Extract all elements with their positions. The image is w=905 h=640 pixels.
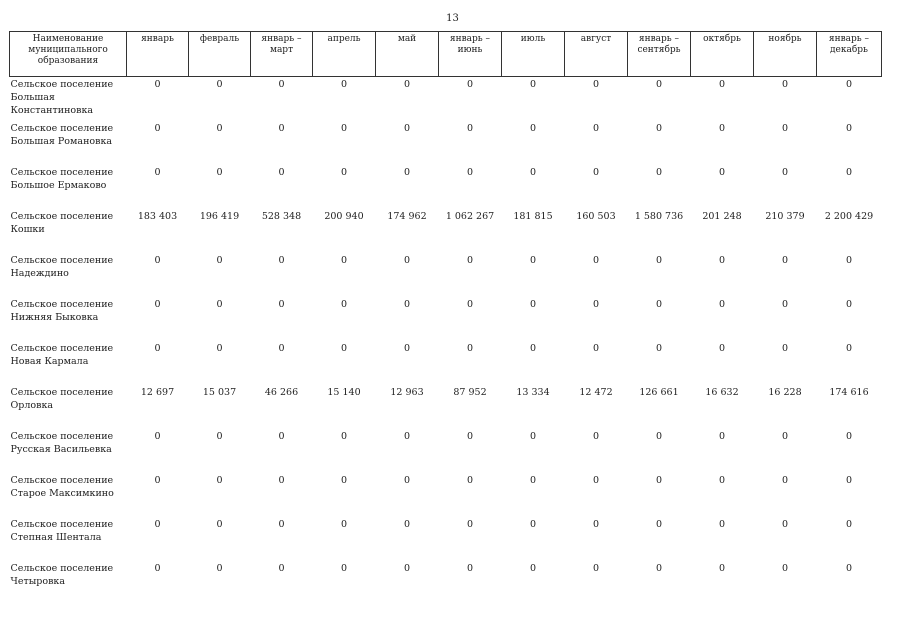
table-cell-value: 0 (216, 123, 223, 134)
row-municipality-name: Сельское поселение Степная Шентала (10, 519, 114, 543)
table-cell-value: 0 (781, 255, 789, 266)
table-cell-value: 0 (781, 475, 789, 486)
table-cell-value: 0 (845, 475, 853, 486)
table-cell-value: 0 (655, 343, 663, 354)
header-month: ноябрь (754, 32, 817, 77)
table-cell-value: 0 (592, 123, 600, 134)
revenue-table (9, 31, 882, 606)
table-cell-value: 0 (466, 519, 474, 530)
table-cell-value: 0 (529, 519, 537, 530)
table-cell-value: 0 (216, 519, 223, 530)
table-cell-value: 0 (845, 431, 853, 442)
table-cell-value: 0 (718, 123, 726, 134)
table-cell-value: 0 (718, 167, 726, 178)
table-cell-value: 0 (340, 519, 348, 530)
table-cell-value: 0 (340, 563, 348, 574)
table-cell-value: 0 (845, 167, 853, 178)
table-cell-value: 0 (154, 123, 161, 134)
table-cell-value: 0 (466, 299, 474, 310)
table-cell-value: 0 (781, 343, 789, 354)
table-cell-value: 126 661 (639, 387, 679, 398)
table-cell-value: 0 (403, 519, 411, 530)
header-month: июль (502, 32, 565, 77)
table-cell-value: 0 (340, 167, 348, 178)
table-cell-value: 0 (154, 431, 161, 442)
table-cell-value: 0 (340, 431, 348, 442)
table-cell-value: 0 (278, 79, 285, 90)
row-municipality-name: Сельское поселение Четыровка (10, 563, 114, 587)
table-cell-value: 174 616 (829, 387, 869, 398)
table-cell-value: 0 (529, 299, 537, 310)
table-cell-value: 0 (154, 167, 161, 178)
table-cell-value: 0 (655, 255, 663, 266)
table-row (10, 562, 882, 606)
row-municipality-name: Сельское поселение Нижняя Быковка (10, 299, 114, 323)
table-cell-value: 0 (403, 255, 411, 266)
table-cell-value: 1 580 736 (634, 211, 684, 222)
row-municipality-name: Сельское поселение Кошки (10, 211, 114, 235)
table-cell-value: 0 (529, 123, 537, 134)
table-row (10, 254, 882, 298)
table-cell-value: 0 (466, 343, 474, 354)
table-cell-value: 0 (403, 343, 411, 354)
table-cell-value: 12 472 (579, 387, 613, 398)
table-cell-value: 15 037 (202, 387, 237, 398)
table-cell-value: 0 (845, 519, 853, 530)
table-cell-value: 0 (529, 343, 537, 354)
table-cell-value: 0 (340, 299, 348, 310)
header-name: Наименование муниципального образования (10, 32, 127, 77)
table-cell-value: 0 (845, 79, 853, 90)
table-cell-value: 0 (154, 519, 161, 530)
table-cell-value: 0 (718, 563, 726, 574)
row-municipality-name: Сельское поселение Русская Васильевка (10, 431, 114, 455)
table-cell-value: 0 (781, 299, 789, 310)
page-number: 13 (446, 13, 459, 24)
table-cell-value: 0 (655, 563, 663, 574)
table-cell-value: 0 (154, 255, 161, 266)
table-cell-value: 0 (216, 299, 223, 310)
table-cell-value: 0 (278, 519, 285, 530)
table-cell-value: 0 (655, 167, 663, 178)
table-cell-value: 0 (466, 475, 474, 486)
table-cell-value: 0 (278, 167, 285, 178)
table-cell-value: 0 (592, 343, 600, 354)
table-cell-value: 0 (845, 123, 853, 134)
table-cell-value: 0 (718, 343, 726, 354)
table-cell-value: 0 (718, 475, 726, 486)
table-cell-value: 12 963 (390, 387, 424, 398)
table-cell-value: 0 (655, 123, 663, 134)
table-cell-value: 174 962 (387, 211, 427, 222)
row-municipality-name: Сельское поселение Старое Максимкино (10, 475, 114, 499)
table-row (10, 474, 882, 518)
table-cell-value: 0 (216, 255, 223, 266)
table-cell-value: 0 (592, 563, 600, 574)
table-cell-value: 0 (278, 431, 285, 442)
table-cell-value: 160 503 (576, 211, 616, 222)
table-row (10, 518, 882, 562)
row-municipality-name: Сельское поселение Большое Ермаково (10, 167, 114, 191)
table-cell-value: 16 632 (705, 387, 739, 398)
table-cell-value: 0 (718, 255, 726, 266)
table-cell-value: 0 (845, 343, 853, 354)
table-cell-value: 0 (592, 475, 600, 486)
table-cell-value: 210 379 (765, 211, 805, 222)
table-cell-value: 0 (154, 343, 161, 354)
header-month: август (565, 32, 628, 77)
table-cell-value: 0 (718, 431, 726, 442)
table-row (10, 166, 882, 210)
header-period: январь – июнь (439, 32, 502, 77)
table-cell-value: 0 (529, 79, 537, 90)
table-cell-value: 0 (781, 563, 789, 574)
table-cell-value: 0 (529, 563, 537, 574)
table-cell-value: 0 (278, 255, 285, 266)
table-cell-value: 0 (216, 79, 223, 90)
table-cell-value: 0 (781, 167, 789, 178)
table-cell-value: 0 (340, 79, 348, 90)
table-row (10, 122, 882, 166)
table-cell-value: 0 (278, 475, 285, 486)
table-cell-value: 0 (216, 431, 223, 442)
row-municipality-name: Сельское поселение Большая Константиновка (10, 79, 114, 116)
table-cell-value: 12 697 (140, 387, 175, 398)
table-cell-value: 0 (403, 431, 411, 442)
table-cell-value: 0 (845, 563, 853, 574)
table-cell-value: 0 (340, 123, 348, 134)
table-row (10, 298, 882, 342)
table-cell-value: 0 (529, 255, 537, 266)
table-cell-value: 0 (216, 475, 223, 486)
header-month: февраль (189, 32, 251, 77)
table-cell-value: 183 403 (137, 211, 178, 222)
table-cell-value: 181 815 (513, 211, 553, 222)
table-cell-value: 0 (466, 123, 474, 134)
table-row (10, 210, 882, 254)
table-cell-value: 0 (592, 79, 600, 90)
table-cell-value: 0 (845, 255, 853, 266)
table-cell-value: 0 (592, 167, 600, 178)
table-cell-value: 46 266 (264, 387, 299, 398)
header-month: январь (127, 32, 189, 77)
table-cell-value: 0 (592, 299, 600, 310)
header-period: январь – декабрь (817, 32, 882, 77)
table-cell-value: 0 (340, 343, 348, 354)
table-cell-value: 0 (403, 79, 411, 90)
table-cell-value: 0 (655, 519, 663, 530)
table-cell-value: 15 140 (327, 387, 361, 398)
table-cell-value: 0 (278, 299, 285, 310)
header-month: октябрь (691, 32, 754, 77)
table-cell-value: 0 (216, 563, 223, 574)
table-cell-value: 0 (154, 475, 161, 486)
table-cell-value: 0 (845, 299, 853, 310)
header-period: январь – март (251, 32, 313, 77)
table-row (10, 430, 882, 474)
table-cell-value: 0 (403, 299, 411, 310)
table-cell-value: 87 952 (453, 387, 487, 398)
table-row (10, 386, 882, 430)
table-cell-value: 0 (466, 563, 474, 574)
table-cell-value: 0 (340, 475, 348, 486)
table-cell-value: 0 (718, 519, 726, 530)
table-cell-value: 0 (529, 475, 537, 486)
table-cell-value: 0 (154, 563, 161, 574)
table-cell-value: 0 (655, 299, 663, 310)
table-cell-value: 200 940 (324, 211, 364, 222)
table-cell-value: 16 228 (768, 387, 802, 398)
table-cell-value: 0 (592, 519, 600, 530)
header-row (10, 32, 882, 77)
table-cell-value: 0 (216, 343, 223, 354)
table-cell-value: 0 (781, 79, 789, 90)
table-cell-value: 0 (655, 431, 663, 442)
table-cell-value: 0 (592, 431, 600, 442)
table-cell-value: 0 (216, 167, 223, 178)
row-municipality-name: Сельское поселение Надеждино (10, 255, 114, 279)
table-cell-value: 0 (529, 431, 537, 442)
row-municipality-name: Сельское поселение Большая Романовка (10, 123, 114, 147)
table-cell-value: 0 (466, 431, 474, 442)
table-cell-value: 0 (278, 343, 285, 354)
table-cell-value: 0 (466, 255, 474, 266)
row-municipality-name: Сельское поселение Орловка (10, 387, 114, 411)
header-month: апрель (313, 32, 376, 77)
table-cell-value: 0 (340, 255, 348, 266)
header-period: январь – сентябрь (628, 32, 691, 77)
table-cell-value: 0 (403, 123, 411, 134)
table-cell-value: 0 (403, 563, 411, 574)
table-cell-value: 13 334 (516, 387, 550, 398)
table-cell-value: 0 (592, 255, 600, 266)
table-cell-value: 0 (655, 475, 663, 486)
table-cell-value: 528 348 (261, 211, 302, 222)
table-cell-value: 0 (278, 123, 285, 134)
table-cell-value: 0 (718, 299, 726, 310)
table-cell-value: 0 (403, 475, 411, 486)
table-cell-value: 1 062 267 (445, 211, 495, 222)
table-cell-value: 0 (655, 79, 663, 90)
table-row (10, 77, 882, 123)
table-cell-value: 2 200 429 (824, 211, 874, 222)
table-cell-value: 0 (403, 167, 411, 178)
table-cell-value: 0 (466, 167, 474, 178)
table-cell-value: 0 (154, 79, 161, 90)
table-cell-value: 0 (781, 431, 789, 442)
table-cell-value: 0 (154, 299, 161, 310)
row-municipality-name: Сельское поселение Новая Кармала (10, 343, 114, 367)
table-cell-value: 0 (466, 79, 474, 90)
table-cell-value: 201 248 (702, 211, 742, 222)
header-month: май (376, 32, 439, 77)
table-cell-value: 0 (781, 519, 789, 530)
table-row (10, 342, 882, 386)
table-cell-value: 0 (278, 563, 285, 574)
table-cell-value: 0 (529, 167, 537, 178)
table-cell-value: 196 419 (199, 211, 240, 222)
table-cell-value: 0 (781, 123, 789, 134)
table-cell-value: 0 (718, 79, 726, 90)
